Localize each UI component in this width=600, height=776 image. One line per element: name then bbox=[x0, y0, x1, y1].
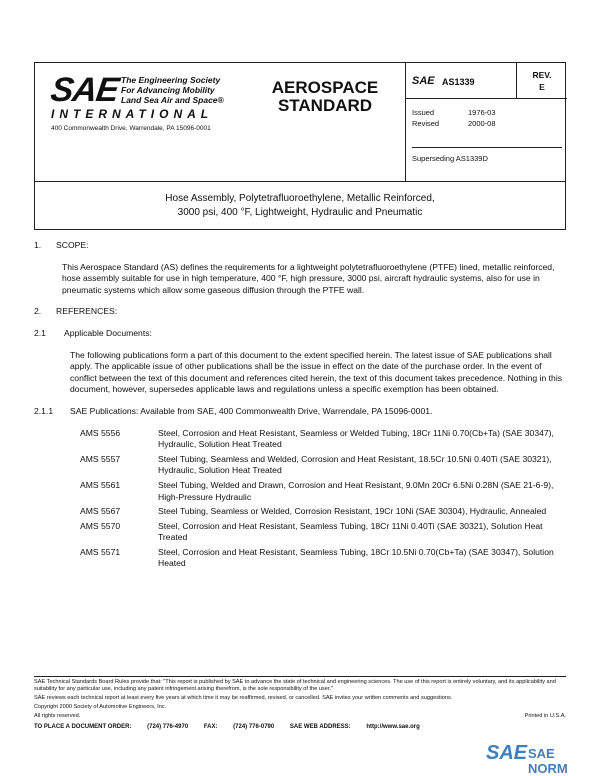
document-header bbox=[34, 62, 566, 182]
footer-rights: All rights reserved. bbox=[34, 713, 81, 719]
sae-norm-watermark: SAE SAE NORM bbox=[486, 742, 568, 776]
list-item: AMS 5571 Steel, Corrosion and Heat Resistant, Seamless Tubing, 18Cr 10.5Ni 0.70(Cb+Ta) (SAE 30347), Solution Heated bbox=[80, 546, 554, 569]
applicable-paragraph: The following publications form a part of this document to the extent specified herein. The latest issue of SAE publications shall apply. The applicable issue of other publications shall be the issue in effect on the date of the purchase order. In the event of conflict between the text of this document and references cited herein, the text of this document takes precedence. Nothing in this document, however, supersedes applicable laws and regulations unless a specific exemption has been obtained. bbox=[70, 349, 563, 395]
section-scope-heading: 1. SCOPE: bbox=[34, 240, 89, 250]
order-phone: (724) 776-4970 bbox=[147, 724, 189, 730]
footer-contact: TO PLACE A DOCUMENT ORDER: (724) 776-4970 FAX: (724) 776-0790 SAE WEB ADDRESS: http://www.sae.org bbox=[34, 724, 420, 730]
revision-letter: E bbox=[539, 82, 545, 92]
scope-paragraph: This Aerospace Standard (AS) defines the requirements for a lightweight polytetrafluoroethylene (PTFE) lined, metallic reinforced, hose assembly suitable for use in high temperature, 400 °F, high pressure, 3000 psi, aircraft hydraulic systems, also for use in pneumatic systems which allow some gaseous diffusion through the PTFE wall. bbox=[62, 261, 555, 295]
section-references-heading: 2. REFERENCES: bbox=[34, 306, 118, 317]
logo-tagline: The Engineering Society For Advancing Mobility Land Sea Air and Space® bbox=[121, 75, 224, 105]
document-number: AS1339 bbox=[442, 77, 475, 87]
issued-date: 1976-03 bbox=[468, 108, 496, 117]
document-title: Hose Assembly, Polytetrafluoroethylene, Metallic Reinforced, 3000 psi, 400 °F, Lightweight, Hydraulic and Pneumatic bbox=[34, 182, 566, 230]
footer-review: SAE reviews each technical report at least every five years at which time it may be reaffirmed, revised, or cancelled. SAE invites your written comments and suggestions. bbox=[34, 695, 453, 701]
supersedes-note: Superseding AS1339D bbox=[412, 147, 562, 163]
sae-logo: SAE bbox=[48, 71, 121, 109]
revised-date: 2000-08 bbox=[468, 119, 496, 128]
mini-sae-logo: SAE bbox=[412, 75, 435, 87]
footer-policy: SAE Technical Standards Board Rules provide that: "This report is published by SAE to advance the state of technical and engineering sciences. The use of this report is entirely voluntary, and its applicability and suitability for any particular use, including any patent infringement arising therefrom, is the sole responsibility of the user." bbox=[34, 679, 556, 692]
document-number-cell bbox=[406, 63, 516, 99]
list-item: AMS 5561 Steel Tubing, Welded and Drawn, Corrosion and Heat Resistant, 9.0Mn 20Cr 6.5Ni 0.28N (SAE 21-6-9), High-Pressure Hydraulic bbox=[80, 479, 554, 502]
document-type-title: AEROSPACE STANDARD bbox=[271, 78, 379, 115]
list-item: AMS 5557 Steel Tubing, Seamless and Welded, Corrosion and Heat Resistant, 18.5Cr 10.5Ni 0.40Ti (SAE 30321), Hydraulic, Solution Heat Treated bbox=[80, 453, 552, 476]
logo-international: INTERNATIONAL bbox=[51, 107, 214, 121]
sae-logo-block bbox=[35, 63, 265, 181]
list-item: AMS 5556 Steel, Corrosion and Heat Resistant, Seamless or Welded Tubing, 18Cr 11Ni 0.70(Cb+Ta) (SAE 30347), Hydraulic, Solution Heat Treated bbox=[80, 427, 554, 450]
list-item: AMS 5567 Steel Tubing, Seamless or Welded, Corrosion Resistant, 19Cr 10Ni (SAE 30304), Hydraulic, Annealed bbox=[80, 506, 547, 517]
document-body bbox=[34, 240, 566, 573]
web-address-link[interactable]: http://www.sae.org bbox=[366, 724, 420, 730]
document-footer bbox=[34, 676, 566, 731]
ams-reference-list bbox=[34, 428, 566, 571]
document-info-panel bbox=[405, 63, 566, 181]
fax-number: (724) 776-0790 bbox=[233, 724, 275, 730]
revision-cell: REV. E bbox=[516, 63, 567, 99]
subsection-applicable-heading: 2.1 Applicable Documents: bbox=[34, 327, 152, 338]
list-item: AMS 5570 Steel, Corrosion and Heat Resistant, Seamless Tubing, 18Cr 11Ni 0.40Ti (SAE 30321), Solution Heat Treated bbox=[80, 520, 543, 543]
footer-copyright: Copyright 2000 Society of Automotive Engineers, Inc. bbox=[34, 704, 167, 710]
footer-printed: Printed in U.S.A. bbox=[524, 713, 566, 719]
issue-dates: Issued 1976-03 Revised 2000-08 bbox=[412, 108, 496, 128]
subsection-sae-publications: 2.1.1 SAE Publications: Available from SAE, 400 Commonwealth Drive, Warrendale, PA 15096-0001. bbox=[34, 405, 433, 416]
logo-address: 400 Commonwealth Drive, Warrendale, PA 15096-0001 bbox=[51, 125, 211, 132]
